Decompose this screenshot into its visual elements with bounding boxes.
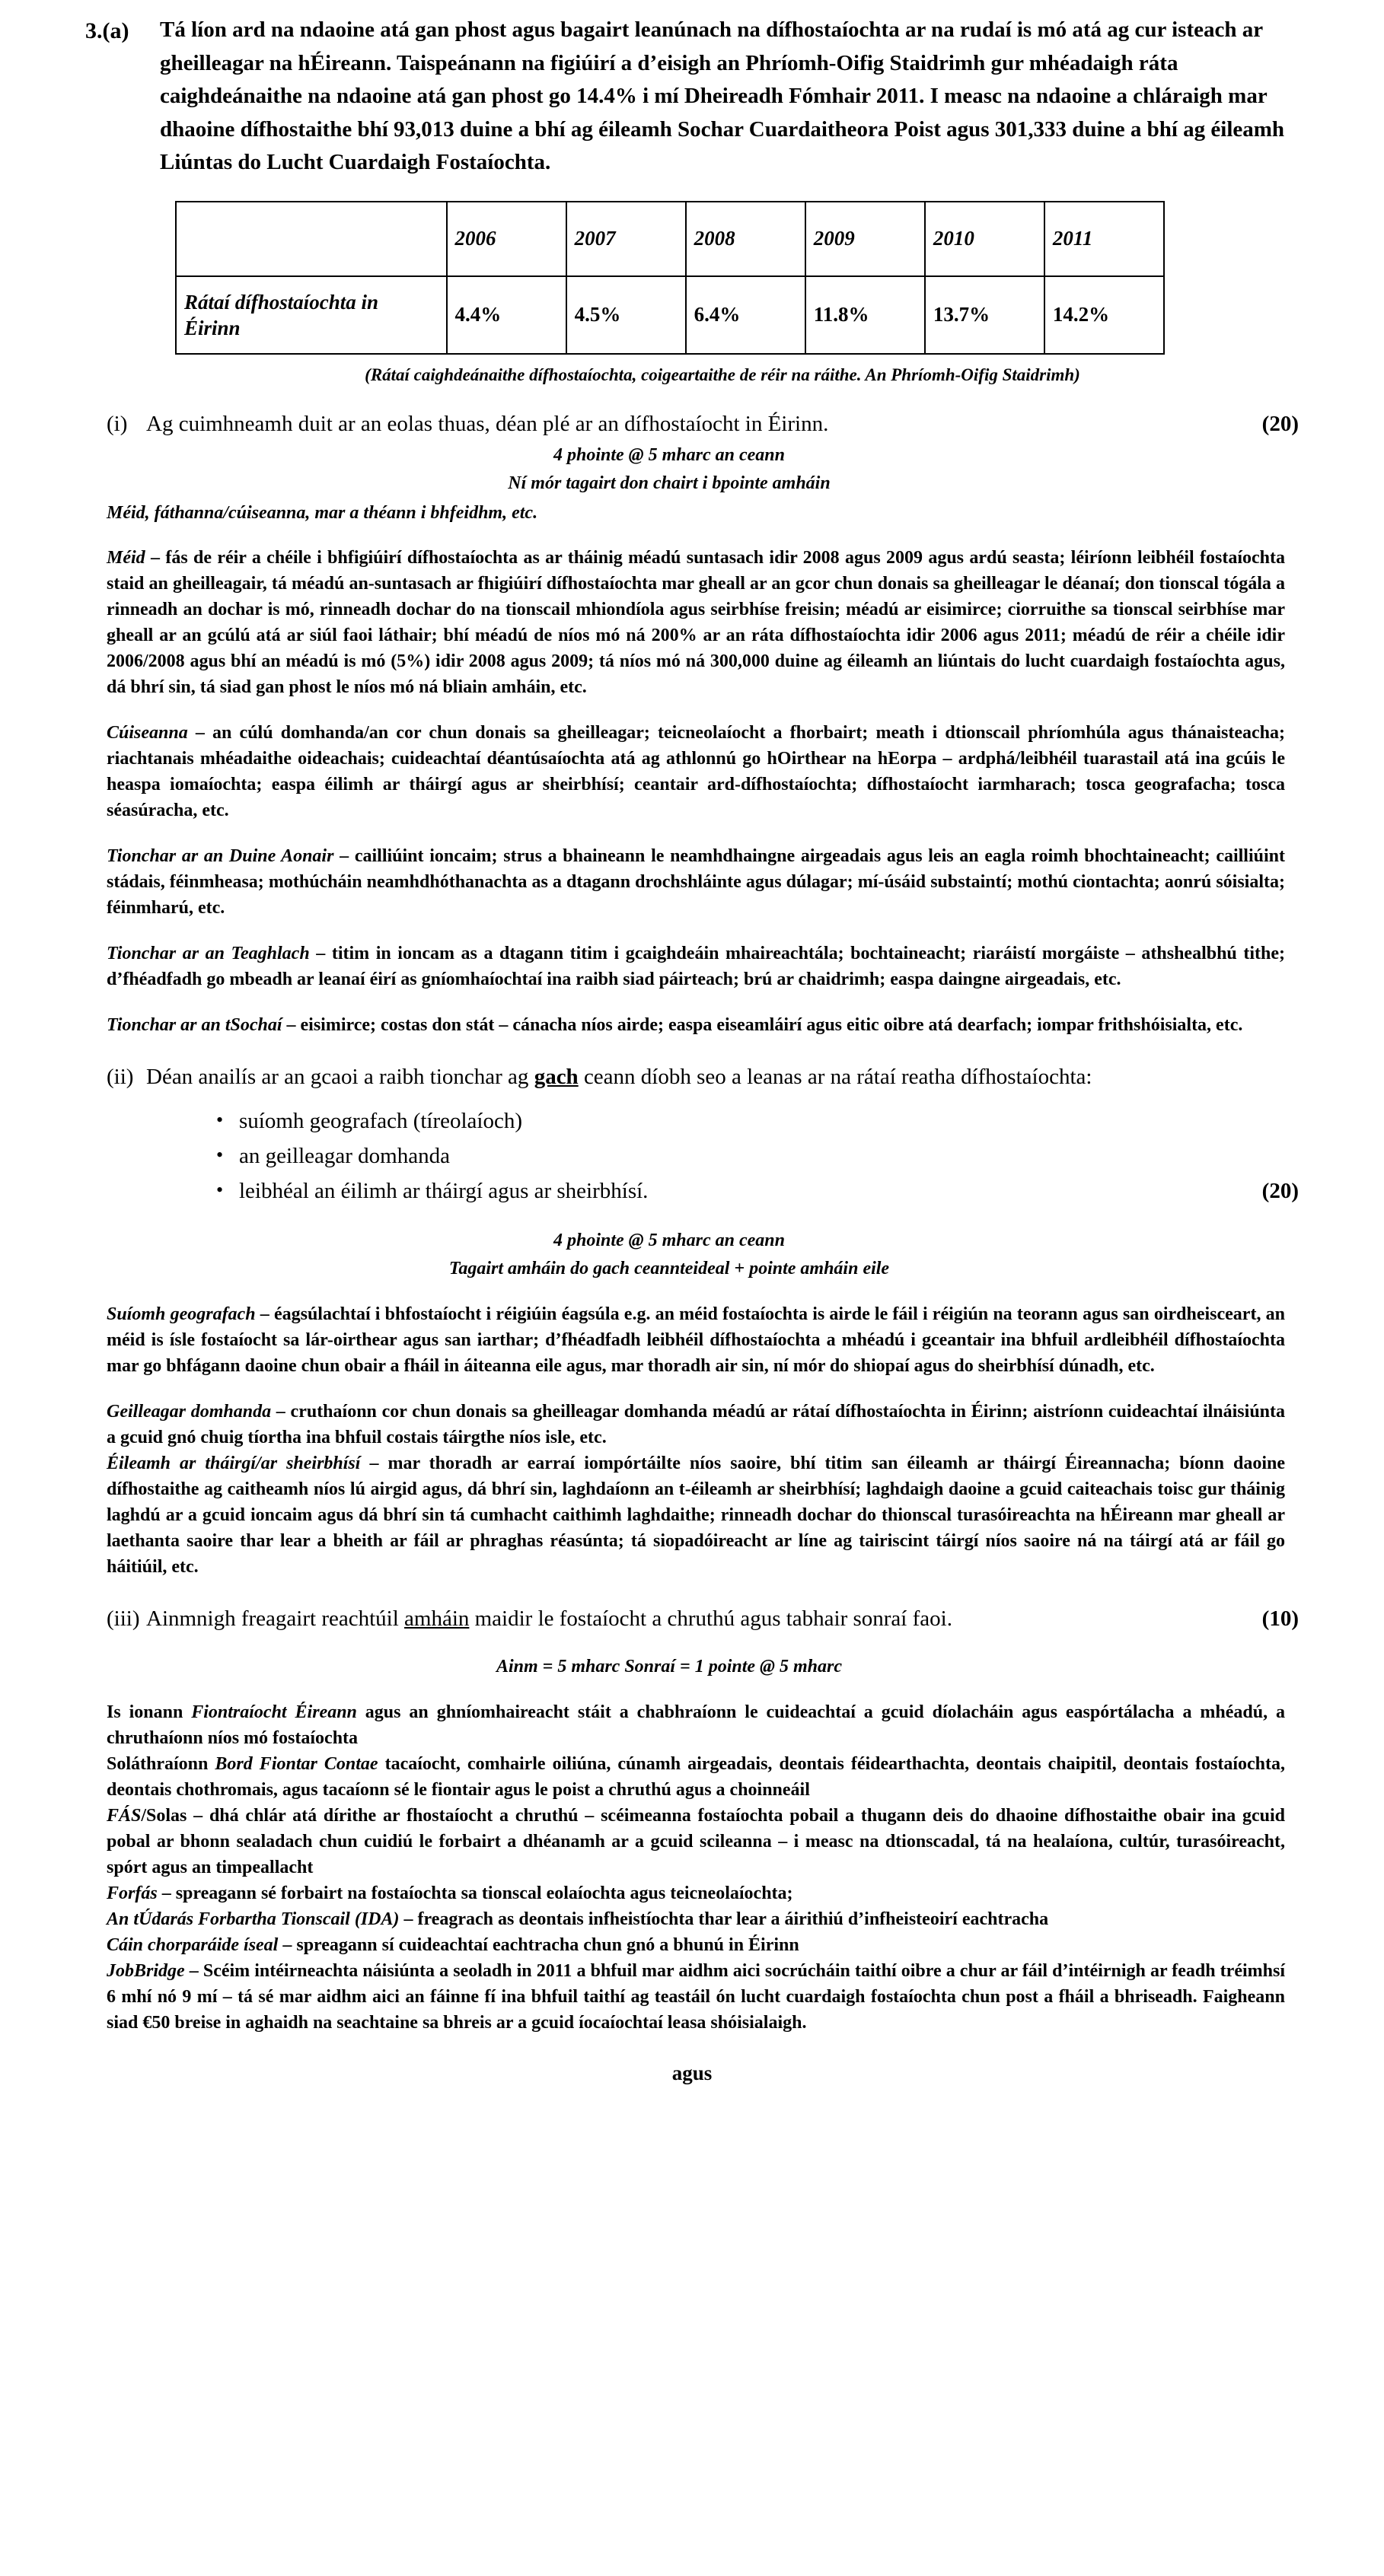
list-item [213,1173,1299,1208]
answer-meid-heading: Méid [107,547,145,568]
table-source-note: (Rátaí caighdeánaithe dífhostaíochta, coigeartaithe de réir na ráithe. An Phríomh-Oifig Staidrimh) [365,365,1080,384]
answer-cuiseanna-body: – an cúlú domhanda/an cor chun donais sa gheilleagar; teicneolaíocht a fhorbairt; meath i dtionscail phríomhúla agus thánaisteacha; riachtanais mhéadaithe oideachais; cuideachtaí déantúsaíochta atá ag athlonnú go hOirthear na hEorpa – ardphá/leibhéil tuarastail atá ina gcúis le heaspa iomaíochta; easpa éilimh ar tháirgí agus ar sheirbhísí; ceantair ard-dífhostaíochta; dífhostaíocht iarmharach; tosca geografacha; tosca séasúracha, etc. [107,722,1285,820]
answer-suiomh-geografach [107,1301,1299,1379]
answer-fas-solas-heading: FÁS [107,1805,142,1826]
answer-jobbridge [107,1958,1299,2036]
answer-fiontraiocht-eireann [107,1699,1299,1751]
part-ii-text-after: ceann díobh seo a leanas ar na rátaí reatha dífhostaíochta: [578,1064,1092,1089]
answer-ida [107,1906,1299,1932]
part-ii-emphasis-gach: gach [534,1064,579,1089]
part-ii-scheme-line-1: 4 phointe @ 5 mharc an ceann [553,1230,785,1250]
answer-teaghlach-body: – titim in ioncam as a dtagann titim i gcaighdeáin mhaireachtála; bochtaineacht; riaráistí morgáiste – athshealbhú tithe; d’fhéadfadh go mbeadh ar leanaí éirí as gníomhaíochtaí ina raibh siad páirteach; brú ar chaidrimh; easpa daingne airgeadais, etc. [107,943,1285,989]
part-iii-text-after: maidir le fostaíocht a chruthú agus tabhair sonraí faoi. [469,1606,952,1631]
part-ii-label: (ii) [107,1064,134,1089]
table-cell-2011: 14.2% [1044,276,1164,354]
answer-tsochai-heading: Tionchar ar an tSochaí [107,1014,282,1035]
answer-geilleagar-domhanda [107,1399,1299,1450]
unemployment-rates-table-wrapper [175,201,1299,355]
table-col-header-2009: 2009 [805,202,925,276]
answer-fiontraiocht-eireann-body: agus an ghníomhaireacht stáit a chabhraíonn le cuideachtaí a gcuid díolacháin agus easpórtálacha a mhéadú, a chruthaíonn níos mó fostaíochta [107,1702,1285,1748]
table-col-header-2011: 2011 [1044,202,1164,276]
answer-eileamh-tairgi-body: – mar thoradh ar earraí iompórtáilte níos saoire, bhí titim san éileamh ar tháirgí Éireannacha; bíonn daoine dífhostaithe ag caitheamh níos lú airgid agus, dá bhrí sin, laghdaíonn an t-éileamh ar sheirbhísí; laghdaigh daoine a gcuid caiteachais toisc gur tháinig laghdú ar a gcuid ioncaim agus dá bhrí sin tá cumhacht caithimh laghdaithe; rinneadh dochar do thionscal turasóireachta na hÉireann mar gheall ar laethanta saoire thar lear a bheith ar fáil ar phraghas réasúnta; tá siopadóireacht ar líne ag tairiscint táirgí níos saoire ná na táirgí atá ar fáil go háitiúil, etc. [107,1453,1286,1577]
answer-eileamh-tairgi-heading: Éileamh ar tháirgí/ar sheirbhísí [107,1453,361,1473]
answer-eileamh-tairgi [107,1450,1299,1580]
part-i-question-text: Ag cuimhneamh duit ar an eolas thuas, déan plé ar an dífhostaíocht in Éirinn. [146,411,829,436]
question-body [160,14,1299,385]
answer-tsochai-body: – eisimirce; costas don stát – cánacha níos airde; easpa eiseamláirí agus eitic oibre atá dearfach; iompar frithshóisialta, etc. [282,1014,1243,1035]
table-cell-2008: 6.4% [686,276,805,354]
part-i [85,408,1299,440]
table-cell-2007: 4.5% [566,276,686,354]
part-i-scheme-line-2: Ní mór tagairt don chairt i bpointe amháin [508,473,831,493]
question-intro-text: Tá líon ard na ndaoine atá gan phost agus bagairt leanúnach na dífhostaíochta ar na rudaí is mó atá ag cur isteach ar gheilleagar na hÉireann. Taispeánann na figiúirí a d’eisigh an Phríomh-Oifig Staidrimh gur mhéadaigh ráta caighdeánaithe na ndaoine atá gan phost go 14.4% i mí Dheireadh Fómhair 2011. I measc na ndaoine a chláraigh mar dhaoine dífhostaithe bhí 93,013 duine a bhí ag éileamh Sochar Cuardaitheora Poist agus 301,333 duine a bhí ag éileamh Liúntas do Lucht Cuardaigh Fostaíochta. [160,18,1285,174]
part-i-marks: (20) [1261,411,1299,436]
part-ii-text-before: Déan anailís ar an gcaoi a raibh tionchar ag [146,1064,534,1089]
answer-cuiseanna-heading: Cúiseanna [107,722,188,743]
answer-fas-solas-body: /Solas – dhá chlár atá dírithe ar fhostaíocht a chruthú – scéimeanna fostaíochta pobail a thugann deis do dhaoine dífhostaithe obair ina gcuid pobal ar bhonn sealadach chun cuidiú le forbairt a dhéanamh ar a gcuid scileanna – i measc na dtionscadal, tá na healaíona, cultúr, turasóireacht, spórt agus an timpeallacht [107,1805,1285,1877]
answer-duine-aonair-body: – cailliúint ioncaim; strus a bhaineann le neamhdhaingne airgeadais agus leis an eagla roimh bhochtaineacht; cailliúint stádais, féinmheasa; mothúcháin neamhdhóthanachta as a dtagann drochshláinte agus dúlagar; mí-úsáid substaintí; mothú ciontachta; aonrú sóisialta; féinmharú, etc. [107,845,1285,918]
table-cell-2009: 11.8% [805,276,925,354]
answer-fiontraiocht-eireann-heading: Fiontraíocht Éireann [191,1702,357,1722]
part-iii [85,1603,1299,1635]
part-i-text-wrapper [146,408,1299,440]
answer-cain-chorparaide-heading: Cáin chorparáide íseal [107,1934,279,1955]
answer-bord-fiontar-contae-body: tacaíocht, comhairle oiliúna, cúnamh airgeadais, deontais féidearthachta, deontais chaipitil, deontais fostaíochta, deontais chothromais, agus tacaíonn sé le fiontair agus le poist a chruthú agus a choinneáil [107,1753,1285,1800]
bullet-suiomh-geografach: suíomh geografach (tíreolaíoch) [239,1108,523,1133]
answer-forfas-body: – spreagann sé forbairt na fostaíochta sa tionscal eolaíochta agus teicneolaíochta; [157,1883,793,1903]
table-col-header-2007: 2007 [566,202,686,276]
answer-fiontraiocht-eireann-prefix: Is ionann [107,1702,192,1722]
table-col-header-2006: 2006 [447,202,566,276]
answer-bord-fiontar-contae [107,1751,1299,1803]
answer-duine-aonair-heading: Tionchar ar an Duine Aonair [107,845,334,866]
table-col-header-2010: 2010 [925,202,1044,276]
part-i-label: (i) [107,411,128,436]
answer-ida-body: – freagrach as deontais infheistíochta thar lear a áirithiú d’infheisteoirí eachtracha [399,1909,1049,1929]
unemployment-rates-table [175,201,1165,355]
part-iii-marks: (10) [1261,1606,1299,1631]
table-cell-2010: 13.7% [925,276,1044,354]
spacer [85,1680,1299,1699]
question-number: 3.(a) [85,18,129,43]
table-row [176,276,1164,354]
answer-teaghlach-heading: Tionchar ar an Teaghlach [107,943,310,963]
table-cell-2006: 4.4% [447,276,566,354]
answer-ida-heading: An tÚdarás Forbartha Tionscail (IDA) [107,1909,400,1929]
answer-geilleagar-domhanda-body: – cruthaíonn cor chun donais sa gheilleagar domhanda méadú ar rátaí dífhostaíochta in Éirinn; aistríonn cuideachtaí ilnáisiúnta a gcuid gnó chuig tíortha ina bhfuil costais táirgthe níos isle, etc. [107,1401,1286,1447]
answer-suiomh-geografach-body: – éagsúlachtaí i bhfostaíocht i réigiúin éagsúla e.g. an méid fostaíochta is airde le fáil i réigiún na teorann agus san oirdheisceart, an méid is ísle fostaíocht sa lár-oirthear agus san iarthar; d’fhéadfadh leibhéil dífhostaíochta a mhéadú i gceantair ina bhfuil ardleibhéil dífhostaíochta mar go bhfágann daoine chun obair a fháil in áiteanna eile agus, mar thoradh air sin, ní mór do shiopaí agus do sheirbhísí dúnadh, etc. [107,1304,1285,1376]
answer-duine-aonair [107,843,1299,921]
bullet-eileamh-tairgi: leibhéal an éilimh ar tháirgí agus ar sheirbhísí. [239,1178,649,1203]
answer-meid-body: – fás de réir a chéile i bhfigiúirí dífhostaíochta as ar tháinig méadú suntasach idir 2008 agus 2009 agus ardú seasta; léiríonn leibhéil fostaíochta staid an gheilleagair, tá méadú an-suntasach ar fhigiúirí dífhostaíochta mar gheall ar an gcor chun donais sa gheilleagar le déanaí; don tionscal tógála a rinneadh an dochar is mó, rinneadh dochar do na tionscail mhiondíola agus seirbhíse freisin; méadú ar eisimirce; ciorruithe sa tionscal seirbhíse mar gheall ar an gcúlú atá ar siúl faoi láthair; bhí méadú de níos mó ná 200% ar an ráta dífhostaíochta idir 2006 agus 2011; méadú de réir a chéile idir 2006/2008 agus bhí an méadú is mó (5%) idir 2008 agus 2009; tá níos mó ná 300,000 duine ag éileamh an liúntais do lucht cuardaigh fostaíochta agus, dá bhrí sin, tá siad gan phost le níos mó ná bliain amháin, etc. [107,547,1285,697]
table-header-row [176,202,1164,276]
part-iii-emphasis-amhain: amháin [404,1606,470,1631]
part-iii-text-wrapper [146,1603,1299,1635]
answer-cuiseanna [107,720,1299,823]
part-iii-text-before: Ainmnigh freagairt reachtúil [146,1606,405,1631]
answer-suiomh-geografach-heading: Suíomh geografach [107,1304,256,1324]
part-ii-bullet-list [85,1103,1299,1208]
answer-jobbridge-body: – Scéim intéirneachta náisiúnta a seoladh in 2011 a bhfuil mar aidhm aici socrúcháin taithí oibre a chur ar fáil d’intéirnigh ar feadh tréimhsí 6 mhí nó 9 mí – tá sé mar aidhm aici an fáinne fí ina bhfuil taithí ag teastáil ón lucht cuardaigh fostaíochta chun post a fháil a bhriseadh. Faigheann siad €50 breise in aghaidh na seachtaine sa bhreis ar a gcuid íocaíochtaí leasa shóisialaigh. [107,1960,1285,2033]
table-row-label: Rátaí dífhostaíochta in Éirinn [176,276,447,354]
page-continued-marker: agus [671,2061,713,2084]
part-ii-text-wrapper [146,1061,1299,1093]
answer-cain-chorparaide-body: – spreagann sí cuideachtaí eachtracha chun gnó a bhunú in Éirinn [278,1934,799,1955]
list-item [213,1138,1299,1173]
answer-jobbridge-heading: JobBridge [107,1960,185,1981]
part-ii-marks: • (20) [1261,1178,1299,1203]
answer-cain-chorparaide [107,1932,1299,1958]
table-corner-cell [176,202,447,276]
question-3a [85,14,1299,385]
answer-geilleagar-domhanda-heading: Geilleagar domhanda [107,1401,272,1422]
list-item [213,1103,1299,1138]
answer-bord-fiontar-contae-prefix: Soláthraíonn [107,1753,215,1774]
answer-bord-fiontar-contae-heading: Bord Fiontar Contae [215,1753,378,1774]
answer-forfas [107,1880,1299,1906]
answer-teaghlach [107,941,1299,992]
table-col-header-2008: 2008 [686,202,805,276]
part-ii [85,1061,1299,1093]
bullet-geilleagar-domhanda: an geilleagar domhanda [239,1143,450,1168]
answer-fas-solas [107,1803,1299,1880]
part-iii-scheme-line-1: Ainm = 5 mharc Sonraí = 1 pointe @ 5 mharc [496,1656,843,1676]
part-ii-scheme-line-2: Tagairt amháin do gach ceannteideal + pointe amháin eile [448,1258,890,1278]
answer-meid [107,545,1299,700]
part-i-answer-lead: Méid, fáthanna/cúiseanna, mar a théann i bhfeidhm, etc. [107,502,538,523]
part-i-scheme-line-1: 4 phointe @ 5 mharc an ceann [553,444,785,465]
part-iii-label: (iii) [107,1606,140,1631]
answer-forfas-heading: Forfás [107,1883,158,1903]
answer-tsochai [107,1012,1299,1038]
